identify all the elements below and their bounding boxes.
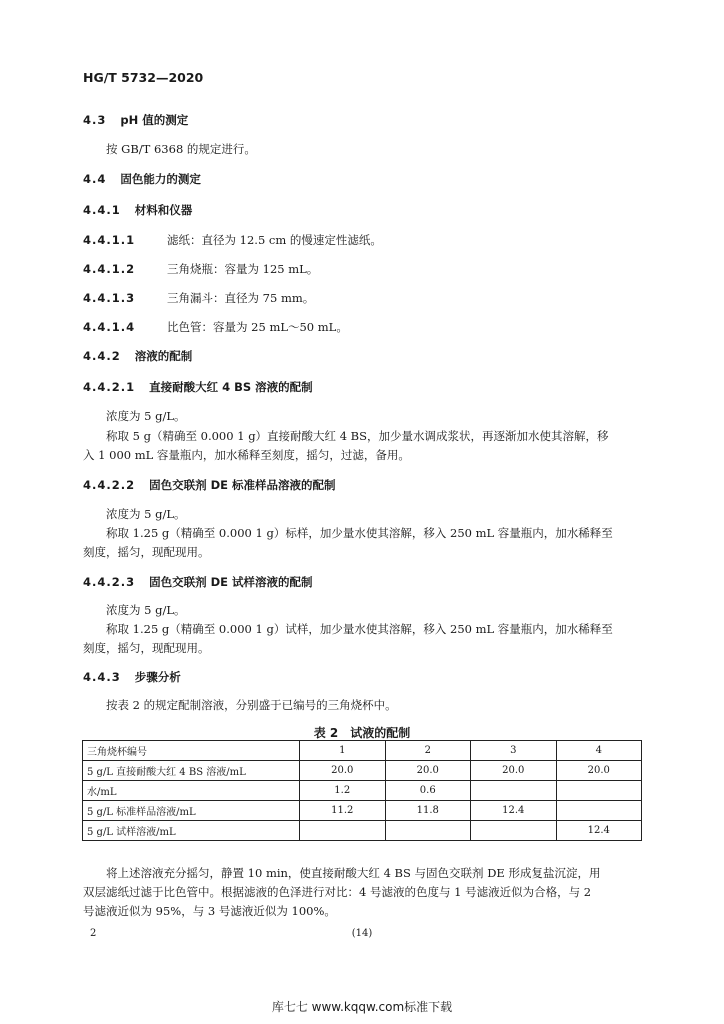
paragraph-line: 号滤液近似为 95%，与 3 号滤液近似为 100%。 xyxy=(83,904,336,918)
section-4-3-text: 按 GB/T 6368 的规定进行。 xyxy=(106,142,256,156)
item-text: 比色管：容量为 25 mL～50 mL。 xyxy=(167,320,348,334)
paragraph-line: 称取 1.25 g（精确至 0.000 1 g）试样，加少量水使其溶解，移入 250 mL 容量瓶内，加水稀释至 xyxy=(106,622,613,636)
item-number: 4.4.1.2 xyxy=(83,262,136,276)
section-title: 固色交联剂 DE 标准样品溶液的配制 xyxy=(149,478,336,492)
table-header-cell: 3 xyxy=(471,741,557,761)
section-4-4-2-heading xyxy=(83,348,192,364)
table-cell: 20.0 xyxy=(556,761,642,781)
section-4-3-heading xyxy=(83,112,188,128)
paragraph-line: 浓度为 5 g/L。 xyxy=(106,507,186,521)
table-cell: 11.2 xyxy=(300,801,386,821)
paragraph-line: 称取 1.25 g（精确至 0.000 1 g）标样，加少量水使其溶解，移入 250 mL 容量瓶内，加水稀释至 xyxy=(106,526,613,540)
table-cell: 5 g/L 标准样品溶液/mL xyxy=(83,801,300,821)
item-number: 4.4.1.3 xyxy=(83,291,136,305)
section-title: 固色交联剂 DE 试样溶液的配制 xyxy=(149,575,313,589)
section-4-4-2-3-heading xyxy=(83,574,313,590)
section-number: 4.3 xyxy=(83,113,107,127)
table-header-cell: 1 xyxy=(300,741,386,761)
table-header-cell: 2 xyxy=(385,741,471,761)
table-row xyxy=(83,821,642,841)
paragraph-line: 浓度为 5 g/L。 xyxy=(106,409,186,423)
table-row xyxy=(83,781,642,801)
paragraph-line: 刻度，摇匀，现配现用。 xyxy=(83,545,210,559)
item-4-4-1-2 xyxy=(83,261,318,277)
table-header-row xyxy=(83,741,642,761)
table-cell xyxy=(556,781,642,801)
section-title: 材料和仪器 xyxy=(134,203,193,217)
standard-number: HG/T 5732—2020 xyxy=(83,70,204,85)
item-4-4-1-4 xyxy=(83,319,348,335)
table-caption: 表 2 试液的配制 xyxy=(313,726,411,740)
table-header-cell: 4 xyxy=(556,741,642,761)
section-number: 4.4.3 xyxy=(83,670,121,684)
table-cell: 12.4 xyxy=(556,821,642,841)
section-title: 直接耐酸大红 4 BS 溶液的配制 xyxy=(149,380,313,394)
item-text: 三角烧瓶：容量为 125 mL。 xyxy=(167,262,319,276)
section-title: 溶液的配制 xyxy=(134,349,193,363)
table-cell: 20.0 xyxy=(471,761,557,781)
table-cell xyxy=(385,821,471,841)
table-row xyxy=(83,761,642,781)
item-number: 4.4.1.4 xyxy=(83,320,136,334)
section-number: 4.4.1 xyxy=(83,203,121,217)
table-cell: 11.8 xyxy=(385,801,471,821)
sheet-number: (14) xyxy=(351,928,373,939)
table-cell: 5 g/L 直接耐酸大红 4 BS 溶液/mL xyxy=(83,761,300,781)
table-header-cell: 三角烧杯编号 xyxy=(83,741,300,761)
table-cell: 1.2 xyxy=(300,781,386,801)
table-cell: 5 g/L 试样溶液/mL xyxy=(83,821,300,841)
item-4-4-1-1 xyxy=(83,232,382,248)
table-cell xyxy=(556,801,642,821)
section-title: pH 值的测定 xyxy=(120,113,189,127)
table-cell xyxy=(471,821,557,841)
paragraph-line: 双层滤纸过滤于比色管中。根据滤液的色泽进行对比：4 号滤液的色度与 1 号滤液近似为合格，与 2 xyxy=(83,885,592,899)
item-text: 三角漏斗：直径为 75 mm。 xyxy=(167,291,315,305)
section-4-4-3-text: 按表 2 的规定配制溶液，分别盛于已编号的三角烧杯中。 xyxy=(106,698,397,712)
table-cell xyxy=(300,821,386,841)
section-title: 固色能力的测定 xyxy=(120,172,201,186)
table-cell: 20.0 xyxy=(385,761,471,781)
section-4-4-3-heading xyxy=(83,669,181,685)
section-number: 4.4.2.3 xyxy=(83,575,136,589)
paragraph-line: 入 1 000 mL 容量瓶内，加水稀释至刻度，摇匀，过滤，备用。 xyxy=(83,448,410,462)
section-number: 4.4.2.1 xyxy=(83,380,136,394)
item-text: 滤纸：直径为 12.5 cm 的慢速定性滤纸。 xyxy=(167,233,382,247)
page-number: 2 xyxy=(90,928,97,939)
table-cell: 12.4 xyxy=(471,801,557,821)
item-4-4-1-3 xyxy=(83,290,314,306)
section-number: 4.4 xyxy=(83,172,107,186)
table-cell: 20.0 xyxy=(300,761,386,781)
section-4-4-2-2-heading xyxy=(83,477,336,493)
paragraph-line: 浓度为 5 g/L。 xyxy=(106,603,186,617)
table-row xyxy=(83,801,642,821)
section-title: 步骤分析 xyxy=(134,670,181,684)
section-4-4-1-heading xyxy=(83,202,192,218)
solution-table xyxy=(82,740,642,841)
section-4-4-heading xyxy=(83,171,201,187)
table-cell: 0.6 xyxy=(385,781,471,801)
section-number: 4.4.2.2 xyxy=(83,478,136,492)
table-cell: 水/mL xyxy=(83,781,300,801)
section-number: 4.4.2 xyxy=(83,349,121,363)
section-4-4-2-1-heading xyxy=(83,379,313,395)
paragraph-line: 称取 5 g（精确至 0.000 1 g）直接耐酸大红 4 BS，加少量水调成浆状，再逐渐加水使其溶解，移 xyxy=(106,429,609,443)
paragraph-line: 将上述溶液充分摇匀，静置 10 min，使直接耐酸大红 4 BS 与固色交联剂 DE 形成复盐沉淀，用 xyxy=(106,866,601,880)
item-number: 4.4.1.1 xyxy=(83,233,136,247)
watermark: 库七七 www.kqqw.com标准下载 xyxy=(271,1000,453,1014)
table-cell xyxy=(471,781,557,801)
paragraph-line: 刻度，摇匀，现配现用。 xyxy=(83,641,210,655)
